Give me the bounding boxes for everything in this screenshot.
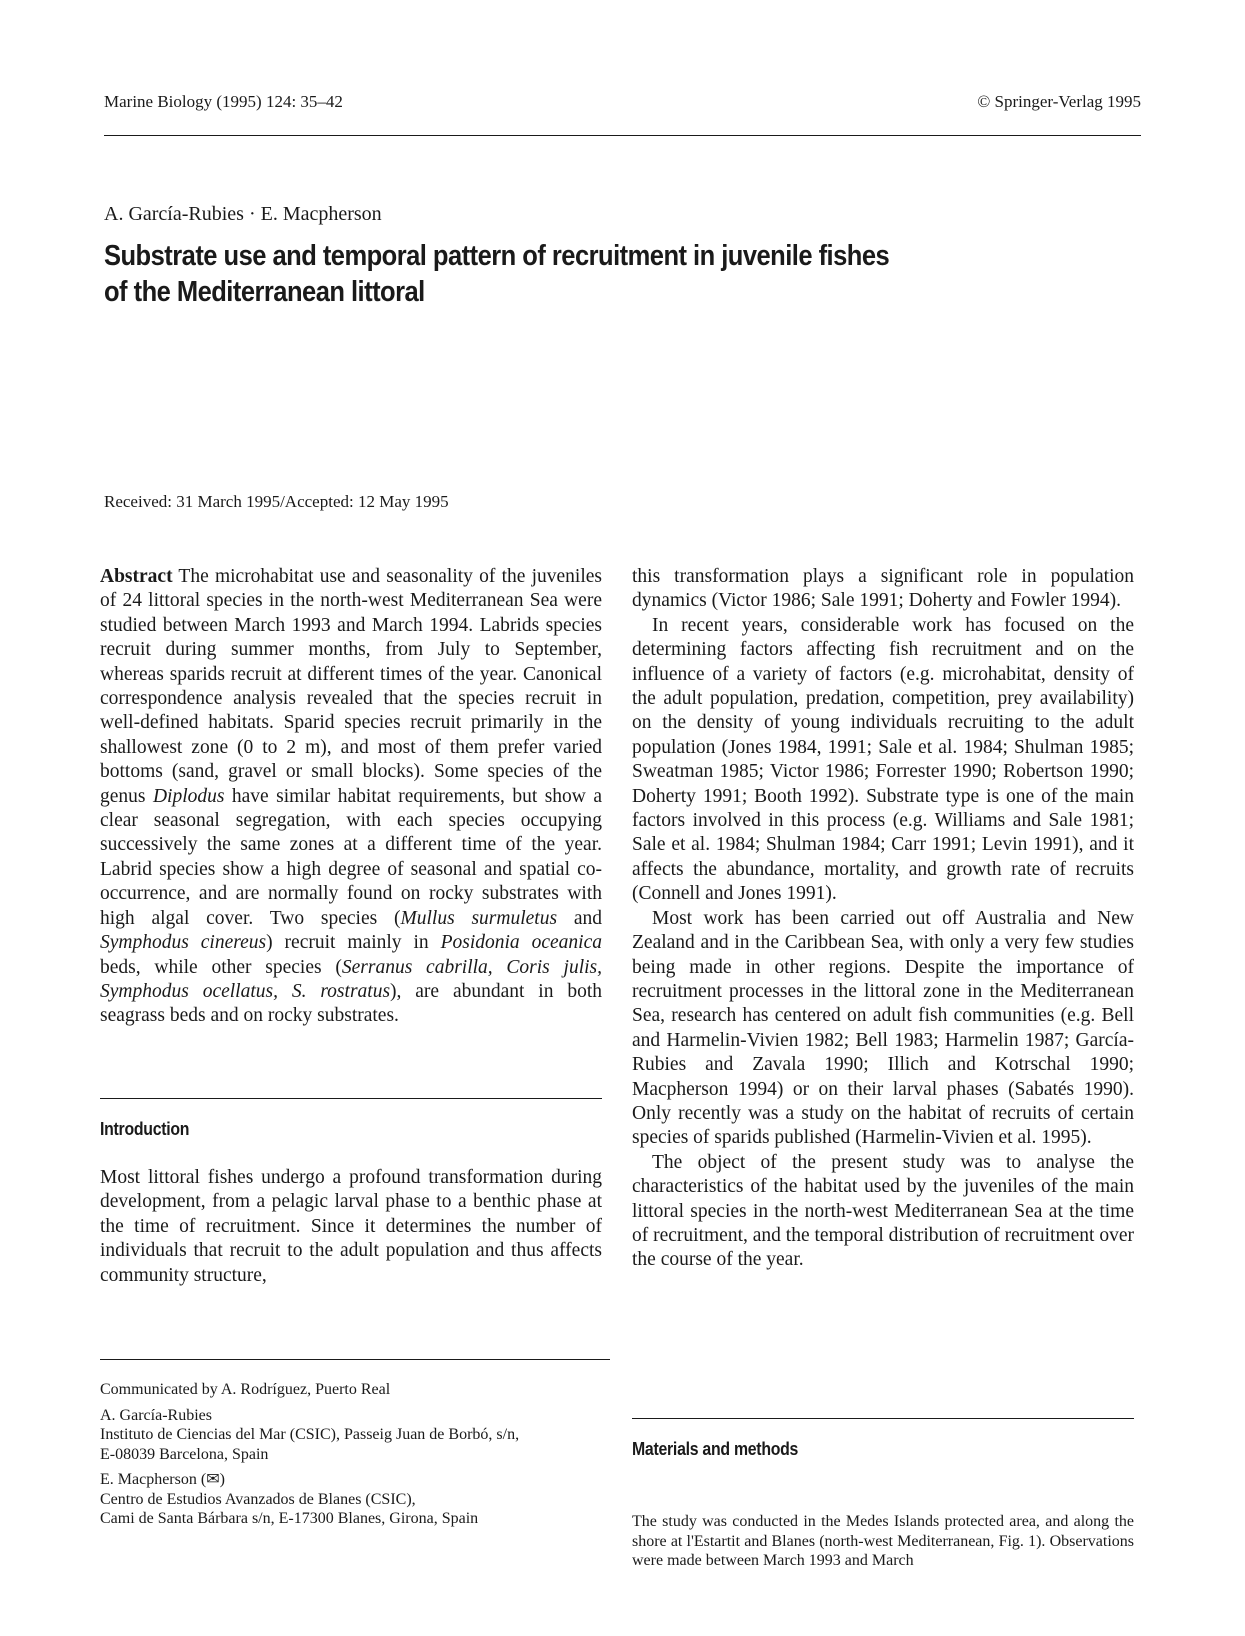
methods-paragraph: The study was conducted in the Medes Islands protected area, and along the shore at l'Estartit and Blanes (north-west Mediterranean, Fig. 1). Observations were made between March 1993 and March bbox=[632, 1513, 1134, 1569]
intro-para-4: The object of the present study was to analyse the characteristics of the habitat used by the juveniles of the main littoral species in the north-west Mediterranean Sea at the time of recruitment, and the temporal distribution of recruitment over the course of the year. bbox=[632, 1151, 1134, 1271]
methods-rule bbox=[632, 1418, 1134, 1419]
received-accepted-dates: Received: 31 March 1995/Accepted: 12 May 1995 bbox=[104, 492, 449, 511]
intro-para-1-text: Most littoral fishes undergo a profound transformation during development, from a pelagic larval phase to a benthic phase at the time of recruitment. Since it determines the number of individuals that recruit to the adult population and thus affects community structure, bbox=[100, 1167, 602, 1286]
abstract-italic-5: Serranus cabrilla, Coris julis, Symphodus ocellatus, S. rostratus bbox=[100, 956, 602, 1002]
abstract-text-5: beds, while other species ( bbox=[100, 956, 342, 978]
abstract-text-6: ), are abundant in both seagrass beds and on rocky substrates. bbox=[100, 980, 602, 1027]
abstract-text-2: have similar habitat requirements, but show a clear seasonal segregation, with each species occupying successively the same zones at a different time of the year. Labrid species show a high degree of seasonal and spatial co-occurrence, and are normally found on rocky substrates with high algal cover. Two species ( bbox=[100, 785, 602, 929]
header-rule bbox=[104, 135, 1141, 136]
right-column bbox=[632, 565, 1134, 1273]
introduction-heading: Introduction bbox=[100, 1119, 190, 1139]
author-line: A. García-Rubies · E. Macpherson bbox=[104, 203, 382, 225]
title-line-2: of the Mediterranean littoral bbox=[104, 276, 425, 308]
abstract-label: Abstract bbox=[100, 566, 173, 587]
article-title bbox=[104, 238, 1019, 310]
abstract-text-1: The microhabitat use and seasonality of the juveniles of 24 littoral species in the north-west Mediterranean Sea were studied between March 1993 and March 1994. Labrids species recruit during summer months, from July to September, whereas sparids recruit at different times of the year. Canonical correspondence analysis revealed that the species recruit in well-defined habitats. Sparid species recruit primarily in the shallowest zone (0 to 2 m), and most of them prefer varied bottoms (sand, gravel or small blocks). Some species of the genus bbox=[100, 566, 602, 807]
intro-para-2: In recent years, considerable work has focused on the determining factors affecting fish recruitment and on the influence of a variety of factors (e.g. microhabitat, density of the adult population, predation, competition, prey availability) on the density of young individuals recruiting to the adult population (Jones 1984, 1991; Sale et al. 1984; Shulman 1985; Sweatman 1985; Victor 1986; Forrester 1990; Robertson 1990; Doherty 1991; Booth 1992). Substrate type is one of the main factors involved in this process (e.g. Williams and Sale 1981; Sale et al. 1984; Shulman 1984; Carr 1991; Levin 1991), and it affects the abundance, mortality, and growth rate of recruits (Connell and Jones 1991). bbox=[632, 614, 1134, 905]
abstract-italic-2: Mullus surmuletus bbox=[400, 907, 558, 929]
running-header-copyright: © Springer-Verlag 1995 bbox=[977, 92, 1141, 111]
footnotes bbox=[100, 1380, 610, 1535]
author-1-address-line-1: Instituto de Ciencias del Mar (CSIC), Passeig Juan de Borbó, s/n, bbox=[100, 1426, 520, 1443]
methods-heading: Materials and methods bbox=[632, 1439, 799, 1459]
author-2-address-line-1: Centro de Estudios Avanzados de Blanes (CSIC), bbox=[100, 1490, 416, 1508]
intro-para-3: Most work has been carried out off Australia and New Zealand and in the Caribbean Sea, with only a very few studies being made in other regions. Despite the importance of recruitment processes in the littoral zone in the Mediterranean Sea, research has centered on adult fish communities (e.g. Bell and Harmelin-Vivien 1982; Bell 1983; Harmelin 1987; García-Rubies and Zavala 1990; Illich and Kotrschal 1990; Macpherson 1994) or on their larval phases (Sabatés 1990). Only recently was a study on the habitat of recruits of certain species of sparids published (Harmelin-Vivien et al. 1995). bbox=[632, 907, 1134, 1149]
author-2-name: E. Macpherson (✉) bbox=[100, 1471, 225, 1488]
abstract-text-4: ) recruit mainly in bbox=[266, 932, 441, 954]
intro-para-1-continued: this transformation plays a significant role in population dynamics (Victor 1986; Sale 1991; Doherty and Fowler 1994). bbox=[632, 566, 1134, 612]
left-column bbox=[100, 565, 602, 1029]
abstract-paragraph bbox=[100, 565, 602, 1029]
introduction-rule bbox=[100, 1098, 602, 1099]
title-line-1: Substrate use and temporal pattern of recruitment in juvenile fishes bbox=[104, 240, 890, 272]
author-1-address-line-2: E-08039 Barcelona, Spain bbox=[100, 1445, 269, 1463]
abstract-italic-3: Symphodus cinereus bbox=[100, 932, 267, 954]
abstract-italic-4: Posidonia oceanica bbox=[440, 932, 603, 954]
author-1-affiliation bbox=[100, 1406, 610, 1465]
author-1-name: A. García-Rubies bbox=[100, 1406, 212, 1424]
footnote-rule bbox=[100, 1359, 610, 1360]
abstract-text-3: and bbox=[557, 907, 602, 929]
abstract-italic-1: Diplodus bbox=[152, 785, 225, 807]
author-2-address-line-2: Cami de Santa Bárbara s/n, E-17300 Blanes, Girona, Spain bbox=[100, 1510, 479, 1527]
running-header-journal: Marine Biology (1995) 124: 35–42 bbox=[104, 92, 343, 111]
introduction-paragraph-1 bbox=[100, 1166, 602, 1288]
author-2-affiliation bbox=[100, 1470, 610, 1529]
communicated-by: Communicated by A. Rodríguez, Puerto Real bbox=[100, 1381, 391, 1398]
